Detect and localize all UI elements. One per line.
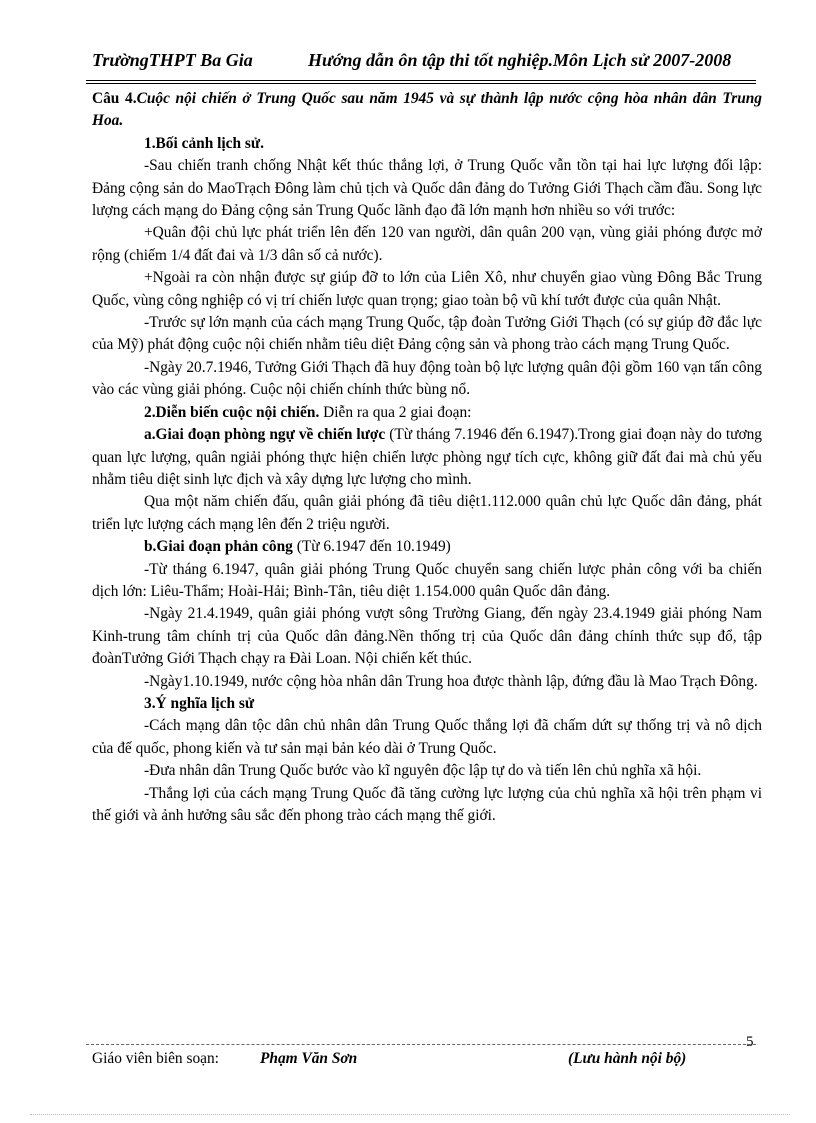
header-rule bbox=[86, 80, 756, 84]
section-3-paragraph: -Thắng lợi của cách mạng Trung Quốc đã tăng cường lực lượng của chủ nghĩa xã hội trên phạm vi thế giới và ảnh hưởng sâu sắc đến phong trào cách mạng thế giới. bbox=[92, 784, 762, 824]
section-2b-paragraph: -Từ tháng 6.1947, quân giải phóng Trung Quốc chuyển sang chiến lược phản công với ba chiến dịch lớn: Liêu-Thẩm; Hoài-Hải; Bình-Tân, tiêu diệt 1.154.000 quân Quốc dân đảng. bbox=[92, 560, 762, 600]
section-2b-paragraph: -Ngày 21.4.1949, quân giải phóng vượt sông Trường Giang, đến ngày 23.4.1949 giải phóng Nam Kinh-trung tâm chính trị của Quốc dân đảng.Nền thống trị của Quốc dân đảng chính thức sụp đổ, tập đoànTưởng Giới Thạch chạy ra Đài Loan. Nội chiến kết thúc. bbox=[92, 605, 762, 668]
section-1-paragraph: -Ngày 20.7.1946, Tưởng Giới Thạch đã huy động toàn bộ lực lượng quân đội gồm 160 vạn tấn công vào các vùng giải phóng. Cuộc nội chiến chính thức bùng nổ. bbox=[92, 358, 762, 399]
page-header bbox=[86, 50, 756, 80]
circulation-note: (Lưu hành nội bộ) bbox=[568, 1050, 687, 1067]
section-2b-heading: b.Giai đoạn phản công bbox=[144, 538, 293, 556]
section-2a-paragraph bbox=[92, 424, 762, 491]
section-2-heading: 2.Diễn biến cuộc nội chiến. bbox=[144, 403, 320, 421]
header-title: Hướng dẫn ôn tập thi tốt nghiệp.Môn Lịch sử 2007-2008 bbox=[308, 50, 732, 70]
section-2b-heading-line bbox=[92, 536, 762, 558]
section-3-heading: 3.Ý nghĩa lịch sử bbox=[144, 694, 255, 712]
teacher-label: Giáo viên biên soạn: bbox=[92, 1050, 219, 1067]
section-2a-heading: a.Giai đoạn phòng ngự về chiến lược bbox=[144, 426, 386, 444]
page-number: 5 bbox=[746, 1034, 754, 1050]
header-school: TrườngTHPT Ba Gia bbox=[92, 50, 253, 70]
section-3-paragraph: -Đưa nhân dân Trung Quốc bước vào kĩ nguyên độc lập tự do và tiến lên chủ nghĩa xã hội. bbox=[144, 762, 702, 780]
question-title bbox=[92, 88, 762, 133]
section-2b-paragraph: -Ngày1.10.1949, nước cộng hòa nhân dân Trung hoa được thành lập, đứng đầu là Mao Trạch Đông. bbox=[144, 672, 758, 690]
section-1-paragraph: +Ngoài ra còn nhận được sự giúp đỡ to lớn của Liên Xô, như chuyển giao vùng Đông Bắc Trung Quốc, vùng công nghiệp có vị trí chiến lược quan trọng; giao toàn bộ vũ khí tướt được của quân Nhật. bbox=[92, 269, 762, 309]
section-2a-paragraph: Qua một năm chiến đấu, quân giải phóng đã tiêu diệt1.112.000 quân chủ lực Quốc dân đảng, phát triển lực lượng cách mạng lên đến 2 triệu người. bbox=[92, 493, 762, 533]
section-2b-dates: (Từ 6.1947 đến 10.1949) bbox=[292, 538, 451, 556]
page-bottom-border bbox=[30, 1114, 790, 1115]
section-1-paragraph: +Quân đội chủ lực phát triển lên đến 120 van người, dân quân 200 vạn, vùng giải phóng được mở rộng (chiếm 1/4 đất đai và 1/3 dân số cả nước). bbox=[92, 224, 762, 264]
section-1-paragraph: -Trước sự lớn mạnh của cách mạng Trung Quốc, tập đoàn Tưởng Giới Thạch (có sự giúp đỡ đắc lực của Mỹ) phát động cuộc nội chiến nhằm tiêu diệt Đảng cộng sản và phong trào cách mạng Trung Quốc. bbox=[92, 314, 762, 354]
section-2-heading-rest: Diễn ra qua 2 giai đoạn: bbox=[319, 403, 472, 421]
section-3-paragraph: -Cách mạng dân tộc dân chủ nhân dân Trung Quốc thắng lợi đã chấm dứt sự thống trị và nô dịch của đế quốc, phong kiến và tư sản mại bản kéo dài ở Trung Quốc. bbox=[92, 717, 762, 757]
question-title-text: Cuộc nội chiến ở Trung Quốc sau năm 1945 và sự thành lập nước cộng hòa nhân dân Trung Hoa. bbox=[92, 90, 763, 130]
section-2a-text: (Từ tháng 7.1946 đến 6.1947).Trong giai đoạn này do tương quan lực lượng, quân ngiải phóng thực hiện chiến lược phòng ngự tích cực, không giữ đất đai mà chủ yếu nhằm tiêu diệt sinh lực địch và xây dựng lực lượng cho mình. bbox=[92, 426, 762, 488]
section-1-paragraph: -Sau chiến tranh chống Nhật kết thúc thắng lợi, ở Trung Quốc vẫn tồn tại hai lực lượng đối lập: Đảng cộng sản do MaoTrạch Đông làm chủ tịch và Quốc dân đảng do Tưởng Giới Thạch cầm đầu. Song lực lượng cách mạng do Đảng cộng sản Trung Quốc lãnh đạo đã lớn mạnh hơn nhiều so với trước: bbox=[92, 157, 762, 220]
question-number: Câu 4. bbox=[92, 90, 137, 107]
section-2-heading-line bbox=[92, 402, 762, 424]
footer-rule bbox=[86, 1044, 756, 1045]
document-body bbox=[92, 88, 762, 827]
teacher-name: Phạm Văn Sơn bbox=[260, 1050, 358, 1067]
section-1-heading: 1.Bối cảnh lịch sử. bbox=[144, 134, 264, 152]
